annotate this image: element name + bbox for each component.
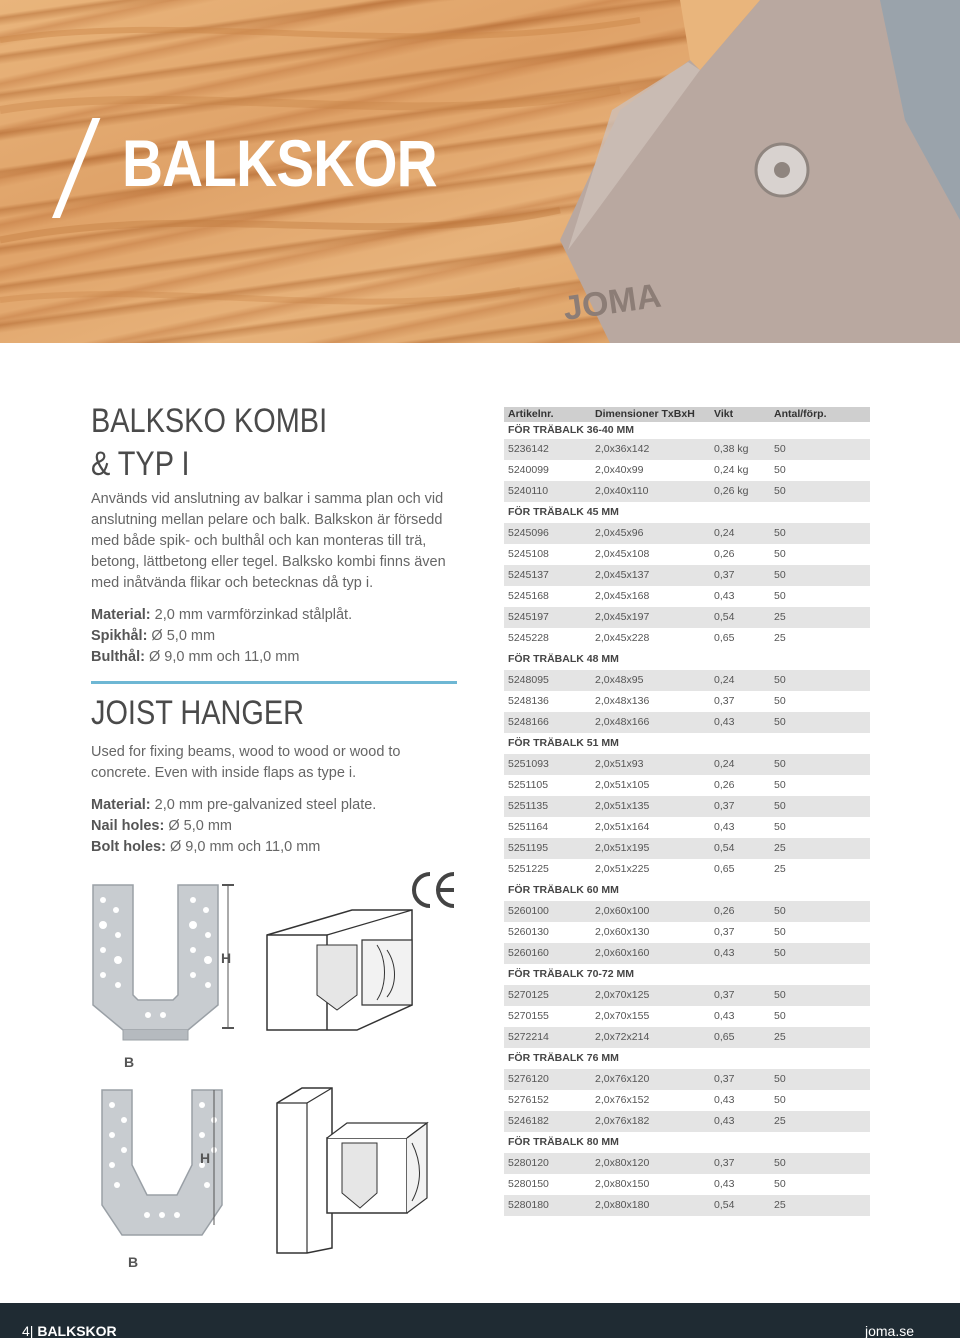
table-cell: 5280150 — [508, 1178, 549, 1190]
table-cell: 5245197 — [508, 611, 549, 623]
table-cell: 25 — [774, 632, 786, 644]
table-cell: 5276152 — [508, 1094, 549, 1106]
table-cell: 0,26 — [714, 779, 735, 791]
table-group-title — [504, 649, 870, 670]
table-row — [504, 859, 870, 880]
table-cell: 0,43 — [714, 1094, 735, 1106]
joma-stamp: JOMA — [560, 276, 664, 328]
group-title-text: FÖR TRÄBALK 76 MM — [508, 1052, 619, 1064]
table-row — [504, 1174, 870, 1195]
table-row — [504, 712, 870, 733]
table-row — [504, 481, 870, 502]
table-cell: 5260160 — [508, 947, 549, 959]
table-row — [504, 670, 870, 691]
table-cell: 2,0x80x150 — [595, 1178, 650, 1190]
table-cell: 5245108 — [508, 548, 549, 560]
table-cell: 50 — [774, 1094, 786, 1106]
table-cell: 0,43 — [714, 590, 735, 602]
table-cell: 0,37 — [714, 989, 735, 1001]
beam-connection-drawing-2 — [272, 1083, 432, 1258]
table-row — [504, 922, 870, 943]
table-cell: 0,37 — [714, 569, 735, 581]
table-cell: 5270155 — [508, 1010, 549, 1022]
table-row — [504, 1153, 870, 1174]
section2-material — [91, 795, 376, 816]
table-cell: 50 — [774, 716, 786, 728]
table-cell: 2,0x45x197 — [595, 611, 650, 623]
table-header-cell: Antal/förp. — [774, 408, 827, 420]
table-row — [504, 901, 870, 922]
bolt-label: Bulthål: — [91, 649, 145, 665]
table-cell: 0,24 — [714, 527, 735, 539]
table-cell: 2,0x45x137 — [595, 569, 650, 581]
table-row — [504, 754, 870, 775]
nail-label: Spikhål: — [91, 628, 148, 644]
table-cell: 25 — [774, 1199, 786, 1211]
group-title-text: FÖR TRÄBALK 80 MM — [508, 1136, 619, 1148]
table-cell: 25 — [774, 863, 786, 875]
table-cell: 0,43 — [714, 821, 735, 833]
hero-image — [0, 0, 960, 343]
table-cell: 2,0x60x130 — [595, 926, 650, 938]
group-title-text: FÖR TRÄBALK 36-40 MM — [508, 424, 635, 436]
table-cell: 5245137 — [508, 569, 549, 581]
table-header-cell: Dimensioner TxBxH — [595, 408, 695, 420]
table-cell: 0,37 — [714, 926, 735, 938]
table-cell: 5251195 — [508, 842, 549, 854]
table-row — [504, 817, 870, 838]
table-cell: 2,0x36x142 — [595, 443, 650, 455]
section2-heading: JOIST HANGER — [91, 694, 305, 732]
section2-nail-holes — [91, 816, 232, 837]
table-cell: 0,24 — [714, 758, 735, 770]
table-cell: 5245228 — [508, 632, 549, 644]
table-cell: 5280180 — [508, 1199, 549, 1211]
bolt-value: Ø 9,0 mm och 11,0 mm — [165, 839, 321, 855]
table-cell: 50 — [774, 569, 786, 581]
table-row — [504, 439, 870, 460]
table-row — [504, 691, 870, 712]
material-label: Material: — [91, 607, 151, 623]
table-cell: 2,0x40x110 — [595, 485, 649, 497]
table-cell: 0,26 — [714, 905, 735, 917]
table-cell: 5248166 — [508, 716, 549, 728]
table-row — [504, 607, 870, 628]
bolt-value: Ø 9,0 mm och 11,0 mm — [144, 649, 300, 665]
table-cell: 25 — [774, 1031, 786, 1043]
section1-material — [91, 605, 352, 626]
section1-bolt-holes — [91, 647, 299, 668]
table-cell: 0,65 — [714, 632, 735, 644]
material-label: Material: — [91, 797, 151, 813]
width-label-1: B — [124, 1054, 135, 1070]
table-cell: 2,0x51x164 — [595, 821, 650, 833]
section-divider — [91, 681, 457, 684]
nail-value: Ø 5,0 mm — [147, 628, 216, 644]
table-cell: 2,0x80x180 — [595, 1199, 650, 1211]
table-cell: 50 — [774, 464, 786, 476]
table-cell: 0,37 — [714, 695, 735, 707]
table-cell: 5280120 — [508, 1157, 549, 1169]
width-label-2: B — [128, 1254, 139, 1270]
table-cell: 50 — [774, 443, 786, 455]
table-cell: 5276120 — [508, 1073, 549, 1085]
table-cell: 2,0x60x160 — [595, 947, 650, 959]
table-cell: 5251093 — [508, 758, 549, 770]
table-cell: 0,26 — [714, 548, 735, 560]
table-row — [504, 544, 870, 565]
table-cell: 0,54 — [714, 1199, 735, 1211]
page-separator: | — [29, 1323, 34, 1339]
table-cell: 50 — [774, 779, 786, 791]
table-cell: 2,0x48x136 — [595, 695, 650, 707]
nail-label: Nail holes: — [91, 818, 165, 834]
table-cell: 2,0x40x99 — [595, 464, 644, 476]
table-cell: 5236142 — [508, 443, 549, 455]
table-row — [504, 985, 870, 1006]
table-cell: 5270125 — [508, 989, 549, 1001]
table-row — [504, 796, 870, 817]
table-row — [504, 628, 870, 649]
table-header-cell: Artikelnr. — [508, 408, 554, 420]
table-cell: 50 — [774, 548, 786, 560]
table-header-cell: Vikt — [714, 408, 734, 420]
width-dimension-1 — [100, 1050, 160, 1052]
table-cell: 50 — [774, 800, 786, 812]
nail-value: Ø 5,0 mm — [164, 818, 233, 834]
table-cell: 2,0x48x166 — [595, 716, 650, 728]
table-cell: 50 — [774, 821, 786, 833]
table-cell: 0,43 — [714, 947, 735, 959]
table-cell: 2,0x72x214 — [595, 1031, 650, 1043]
table-cell: 2,0x45x96 — [595, 527, 644, 539]
table-cell: 2,0x76x182 — [595, 1115, 650, 1127]
table-cell: 5251105 — [508, 779, 549, 791]
table-group-title — [504, 502, 870, 523]
table-row — [504, 565, 870, 586]
table-cell: 0,65 — [714, 863, 735, 875]
table-cell: 5251225 — [508, 863, 549, 875]
table-cell: 2,0x51x105 — [595, 779, 650, 791]
table-cell: 50 — [774, 485, 786, 497]
joist-hanger-type-i-drawing — [92, 1085, 232, 1245]
material-value: 2,0 mm pre-galvanized steel plate. — [150, 797, 377, 813]
table-cell: 50 — [774, 590, 786, 602]
table-cell: 5245096 — [508, 527, 549, 539]
ce-mark-icon — [410, 870, 460, 910]
table-cell: 5248095 — [508, 674, 549, 686]
table-cell: 5240099 — [508, 464, 549, 476]
page-number: 4 — [22, 1323, 30, 1339]
website-link[interactable]: joma.se — [864, 1323, 914, 1339]
table-cell: 50 — [774, 1178, 786, 1190]
table-row — [504, 1027, 870, 1048]
table-cell: 50 — [774, 527, 786, 539]
table-cell: 5272214 — [508, 1031, 549, 1043]
table-cell: 0,43 — [714, 1115, 735, 1127]
table-cell: 2,0x80x120 — [595, 1157, 650, 1169]
section2-description: Used for fixing beams, wood to wood or wood to concrete. Even with inside flaps as type i. — [91, 744, 401, 781]
table-cell: 2,0x45x168 — [595, 590, 650, 602]
table-header-row — [504, 407, 870, 422]
table-cell: 2,0x51x195 — [595, 842, 650, 854]
table-cell: 50 — [774, 695, 786, 707]
table-cell: 50 — [774, 674, 786, 686]
table-cell: 5260130 — [508, 926, 549, 938]
section1-heading-line2: & TYP I — [91, 445, 190, 483]
table-row — [504, 1090, 870, 1111]
table-group-title — [504, 964, 870, 985]
table-cell: 0,65 — [714, 1031, 735, 1043]
table-cell: 50 — [774, 758, 786, 770]
table-cell: 50 — [774, 1073, 786, 1085]
table-cell: 2,0x45x228 — [595, 632, 650, 644]
table-row — [504, 943, 870, 964]
group-title-text: FÖR TRÄBALK 70-72 MM — [508, 968, 635, 980]
table-row — [504, 1111, 870, 1132]
table-cell: 0,38 kg — [714, 443, 749, 455]
table-cell: 5240110 — [508, 485, 549, 497]
page-footer — [0, 1303, 960, 1338]
table-cell: 5245168 — [508, 590, 549, 602]
group-title-text: FÖR TRÄBALK 45 MM — [508, 506, 619, 518]
bolt-label: Bolt holes: — [91, 839, 166, 855]
section1-heading — [91, 400, 327, 486]
table-cell: 5260100 — [508, 905, 549, 917]
table-cell: 0,43 — [714, 1178, 735, 1190]
table-cell: 0,26 kg — [714, 485, 749, 497]
table-cell: 2,0x51x225 — [595, 863, 650, 875]
table-cell: 50 — [774, 947, 786, 959]
section1-description: Används vid anslutning av balkar i samma plan och vid anslutning mellan pelare och balk. Balkskon är försedd med både spik- och bulthål och kan monteras till trä, betong, lättbetong eller tegel. Balksko kombi finns även med inåtvända flikar och betecknas då typ i. — [91, 491, 446, 591]
table-group-title — [504, 1132, 870, 1153]
table-cell: 5248136 — [508, 695, 549, 707]
table-cell: 2,0x70x155 — [595, 1010, 650, 1022]
table-cell: 0,37 — [714, 1073, 735, 1085]
table-cell: 0,24 — [714, 674, 735, 686]
table-cell: 25 — [774, 1115, 786, 1127]
table-cell: 5251135 — [508, 800, 549, 812]
table-cell: 2,0x70x125 — [595, 989, 650, 1001]
table-row — [504, 1006, 870, 1027]
height-label-1: H — [221, 950, 232, 966]
table-cell: 0,37 — [714, 1157, 735, 1169]
table-row — [504, 460, 870, 481]
table-cell: 50 — [774, 1010, 786, 1022]
table-row — [504, 586, 870, 607]
table-group-title — [504, 733, 870, 754]
table-group-title — [504, 422, 870, 439]
page-title: BALKSKOR — [122, 126, 437, 200]
group-title-text: FÖR TRÄBALK 51 MM — [508, 737, 619, 749]
table-cell: 5246182 — [508, 1115, 549, 1127]
table-cell: 2,0x51x135 — [595, 800, 650, 812]
table-cell: 25 — [774, 842, 786, 854]
beam-connection-drawing-1 — [262, 905, 422, 1035]
table-row — [504, 1069, 870, 1090]
section2-bolt-holes — [91, 837, 320, 858]
table-cell: 5251164 — [508, 821, 549, 833]
table-cell: 2,0x76x120 — [595, 1073, 650, 1085]
table-cell: 0,54 — [714, 842, 735, 854]
table-group-title — [504, 1048, 870, 1069]
table-cell: 0,43 — [714, 716, 735, 728]
table-group-title — [504, 880, 870, 901]
group-title-text: FÖR TRÄBALK 60 MM — [508, 884, 619, 896]
table-cell: 2,0x48x95 — [595, 674, 644, 686]
table-row — [504, 1195, 870, 1216]
table-row — [504, 838, 870, 859]
footer-section: BALKSKOR — [37, 1323, 117, 1339]
section1-heading-line1: BALKSKO KOMBI — [91, 402, 328, 440]
group-title-text: FÖR TRÄBALK 48 MM — [508, 653, 619, 665]
table-cell: 50 — [774, 1157, 786, 1169]
table-cell: 0,54 — [714, 611, 735, 623]
table-row — [504, 523, 870, 544]
table-cell: 0,43 — [714, 1010, 735, 1022]
table-cell: 0,24 kg — [714, 464, 749, 476]
table-row — [504, 775, 870, 796]
footer-page-info — [22, 1323, 117, 1339]
height-label-2: H — [200, 1150, 211, 1166]
table-cell: 25 — [774, 611, 786, 623]
table-cell: 0,37 — [714, 800, 735, 812]
section1-nail-holes — [91, 626, 215, 647]
material-value: 2,0 mm varmförzinkad stålplåt. — [150, 607, 353, 623]
table-cell: 50 — [774, 989, 786, 1001]
table-cell: 2,0x60x100 — [595, 905, 650, 917]
table-cell: 2,0x76x152 — [595, 1094, 650, 1106]
table-cell: 2,0x51x93 — [595, 758, 644, 770]
joist-hanger-kombi-drawing — [88, 880, 238, 1070]
table-cell: 50 — [774, 926, 786, 938]
product-table — [504, 407, 870, 1216]
table-cell: 50 — [774, 905, 786, 917]
table-cell: 2,0x45x108 — [595, 548, 650, 560]
